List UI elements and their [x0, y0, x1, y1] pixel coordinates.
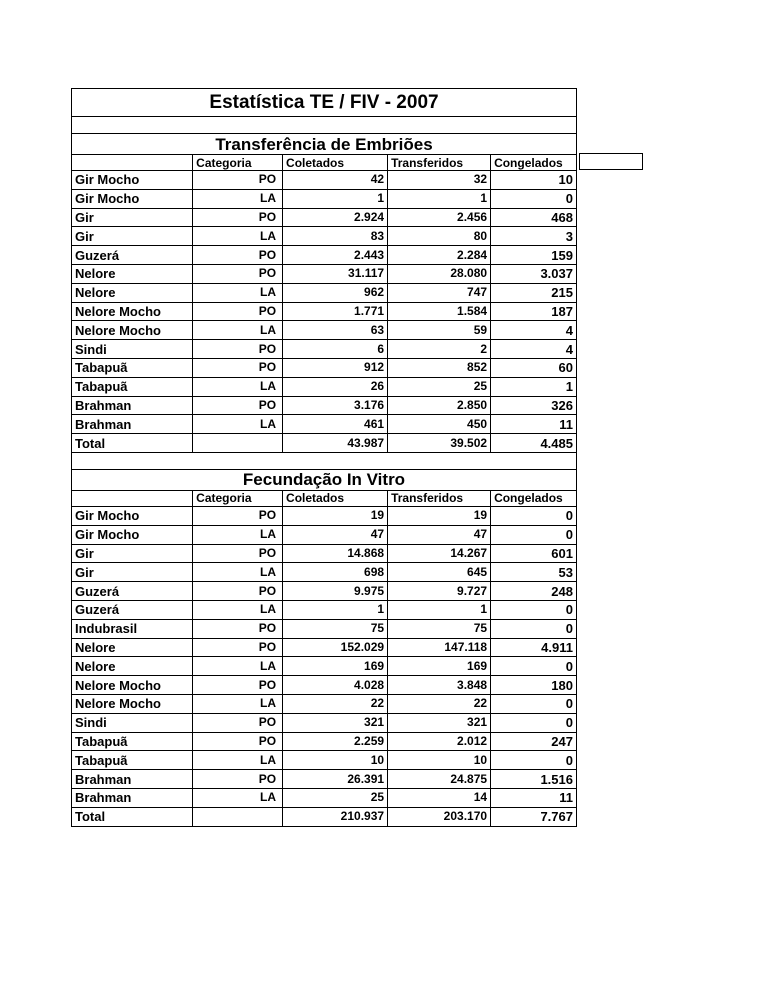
- total-coletados[interactable]: 43.987: [283, 434, 388, 453]
- breed-cell[interactable]: Gir Mocho: [72, 189, 193, 208]
- breed-cell[interactable]: Tabapuã: [72, 751, 193, 770]
- te-section-heading[interactable]: Transferência de Embriões: [72, 134, 577, 155]
- transferidos-cell[interactable]: 2.850: [388, 396, 491, 415]
- congelados-cell[interactable]: 0: [491, 657, 577, 676]
- breed-cell[interactable]: Nelore Mocho: [72, 676, 193, 695]
- breed-cell[interactable]: Brahman: [72, 770, 193, 789]
- table-row: [72, 264, 577, 283]
- breed-cell[interactable]: Tabapuã: [72, 358, 193, 377]
- table-row: [72, 208, 577, 227]
- header-categoria[interactable]: Categoria: [193, 490, 283, 506]
- breed-cell[interactable]: Gir: [72, 227, 193, 246]
- header-coletados[interactable]: Coletados: [283, 155, 388, 171]
- categoria-cell[interactable]: PO: [193, 246, 283, 265]
- congelados-cell[interactable]: 0: [491, 506, 577, 525]
- transferidos-cell[interactable]: 59: [388, 321, 491, 340]
- title-row: [72, 89, 577, 117]
- transferidos-cell[interactable]: 852: [388, 358, 491, 377]
- transferidos-cell[interactable]: 19: [388, 506, 491, 525]
- coletados-cell[interactable]: 4.028: [283, 676, 388, 695]
- congelados-cell[interactable]: 248: [491, 582, 577, 601]
- congelados-cell[interactable]: 0: [491, 525, 577, 544]
- table-row: [72, 246, 577, 265]
- categoria-cell[interactable]: LA: [193, 751, 283, 770]
- categoria-cell[interactable]: LA: [193, 227, 283, 246]
- transferidos-cell[interactable]: 450: [388, 415, 491, 434]
- table-row: [72, 171, 577, 190]
- congelados-cell[interactable]: 4: [491, 340, 577, 359]
- congelados-cell[interactable]: 1.516: [491, 770, 577, 789]
- coletados-cell[interactable]: 26: [283, 377, 388, 396]
- congelados-cell[interactable]: 0: [491, 189, 577, 208]
- categoria-cell[interactable]: PO: [193, 396, 283, 415]
- spreadsheet-sheet: [71, 88, 577, 827]
- transferidos-cell[interactable]: 645: [388, 563, 491, 582]
- congelados-cell[interactable]: 0: [491, 619, 577, 638]
- breed-cell[interactable]: Nelore Mocho: [72, 321, 193, 340]
- categoria-cell[interactable]: PO: [193, 638, 283, 657]
- congelados-cell[interactable]: 247: [491, 732, 577, 751]
- transferidos-cell[interactable]: 2: [388, 340, 491, 359]
- coletados-cell[interactable]: 47: [283, 525, 388, 544]
- coletados-cell[interactable]: 1.771: [283, 302, 388, 321]
- breed-cell[interactable]: Brahman: [72, 396, 193, 415]
- categoria-cell[interactable]: PO: [193, 732, 283, 751]
- total-label[interactable]: Total: [72, 807, 193, 826]
- breed-cell[interactable]: Brahman: [72, 788, 193, 807]
- blank-cell[interactable]: [72, 452, 577, 469]
- transferidos-cell[interactable]: 80: [388, 227, 491, 246]
- breed-cell[interactable]: Nelore: [72, 657, 193, 676]
- transferidos-cell[interactable]: 28.080: [388, 264, 491, 283]
- table-row: [72, 506, 577, 525]
- header-coletados[interactable]: Coletados: [283, 490, 388, 506]
- transferidos-cell[interactable]: 2.012: [388, 732, 491, 751]
- congelados-cell[interactable]: 180: [491, 676, 577, 695]
- categoria-cell[interactable]: LA: [193, 788, 283, 807]
- congelados-cell[interactable]: 4: [491, 321, 577, 340]
- congelados-cell[interactable]: 1: [491, 377, 577, 396]
- coletados-cell[interactable]: 75: [283, 619, 388, 638]
- coletados-cell[interactable]: 6: [283, 340, 388, 359]
- breed-cell[interactable]: Sindi: [72, 713, 193, 732]
- congelados-cell[interactable]: 215: [491, 283, 577, 302]
- congelados-cell[interactable]: 53: [491, 563, 577, 582]
- header-transferidos[interactable]: Transferidos: [388, 490, 491, 506]
- breed-cell[interactable]: Indubrasil: [72, 619, 193, 638]
- total-categoria-cell[interactable]: [193, 807, 283, 826]
- congelados-cell[interactable]: 0: [491, 600, 577, 619]
- fiv-heading-row: [72, 469, 577, 490]
- header-congelados[interactable]: Congelados: [491, 155, 577, 171]
- breed-cell[interactable]: Nelore Mocho: [72, 694, 193, 713]
- categoria-cell[interactable]: LA: [193, 525, 283, 544]
- coletados-cell[interactable]: 31.117: [283, 264, 388, 283]
- table-row: [72, 563, 577, 582]
- total-coletados[interactable]: 210.937: [283, 807, 388, 826]
- transferidos-cell[interactable]: 147.118: [388, 638, 491, 657]
- breed-cell[interactable]: Guzerá: [72, 582, 193, 601]
- transferidos-cell[interactable]: 3.848: [388, 676, 491, 695]
- congelados-cell[interactable]: 10: [491, 171, 577, 190]
- breed-cell[interactable]: Tabapuã: [72, 377, 193, 396]
- coletados-cell[interactable]: 63: [283, 321, 388, 340]
- congelados-cell[interactable]: 0: [491, 713, 577, 732]
- transferidos-cell[interactable]: 22: [388, 694, 491, 713]
- congelados-cell[interactable]: 468: [491, 208, 577, 227]
- transferidos-cell[interactable]: 25: [388, 377, 491, 396]
- coletados-cell[interactable]: 19: [283, 506, 388, 525]
- congelados-cell[interactable]: 0: [491, 694, 577, 713]
- fiv-section-heading[interactable]: Fecundação In Vitro: [72, 469, 577, 490]
- table-row: [72, 600, 577, 619]
- table-row: [72, 358, 577, 377]
- congelados-cell[interactable]: 326: [491, 396, 577, 415]
- coletados-cell[interactable]: 42: [283, 171, 388, 190]
- table-row: [72, 283, 577, 302]
- breed-cell[interactable]: Gir Mocho: [72, 171, 193, 190]
- header-empty-cell[interactable]: [72, 490, 193, 506]
- transferidos-cell[interactable]: 1: [388, 600, 491, 619]
- categoria-cell[interactable]: LA: [193, 415, 283, 434]
- coletados-cell[interactable]: 83: [283, 227, 388, 246]
- fiv-header-row: [72, 490, 577, 506]
- transferidos-cell[interactable]: 47: [388, 525, 491, 544]
- total-transferidos[interactable]: 39.502: [388, 434, 491, 453]
- table-row: [72, 396, 577, 415]
- breed-cell[interactable]: Nelore: [72, 264, 193, 283]
- coletados-cell[interactable]: 9.975: [283, 582, 388, 601]
- categoria-cell[interactable]: LA: [193, 600, 283, 619]
- breed-cell[interactable]: Gir Mocho: [72, 525, 193, 544]
- transferidos-cell[interactable]: 10: [388, 751, 491, 770]
- transferidos-cell[interactable]: 14: [388, 788, 491, 807]
- transferidos-cell[interactable]: 1.584: [388, 302, 491, 321]
- coletados-cell[interactable]: 962: [283, 283, 388, 302]
- coletados-cell[interactable]: 2.259: [283, 732, 388, 751]
- congelados-cell[interactable]: 187: [491, 302, 577, 321]
- categoria-cell[interactable]: PO: [193, 264, 283, 283]
- coletados-cell[interactable]: 912: [283, 358, 388, 377]
- table-row: [72, 713, 577, 732]
- congelados-cell[interactable]: 60: [491, 358, 577, 377]
- header-transferidos[interactable]: Transferidos: [388, 155, 491, 171]
- table-row: [72, 770, 577, 789]
- table-row: [72, 657, 577, 676]
- transferidos-cell[interactable]: 2.284: [388, 246, 491, 265]
- breed-cell[interactable]: Gir: [72, 208, 193, 227]
- table-row: [72, 788, 577, 807]
- categoria-cell[interactable]: PO: [193, 358, 283, 377]
- table-row: [72, 694, 577, 713]
- categoria-cell[interactable]: LA: [193, 694, 283, 713]
- congelados-cell[interactable]: 4.911: [491, 638, 577, 657]
- coletados-cell[interactable]: 14.868: [283, 544, 388, 563]
- table-row: [72, 732, 577, 751]
- transferidos-cell[interactable]: 321: [388, 713, 491, 732]
- blank-row: [72, 452, 577, 469]
- table-row: [72, 415, 577, 434]
- congelados-cell[interactable]: 0: [491, 751, 577, 770]
- breed-cell[interactable]: Guzerá: [72, 600, 193, 619]
- blank-row: [72, 117, 577, 134]
- coletados-cell[interactable]: 169: [283, 657, 388, 676]
- coletados-cell[interactable]: 1: [283, 600, 388, 619]
- coletados-cell[interactable]: 10: [283, 751, 388, 770]
- coletados-cell[interactable]: 152.029: [283, 638, 388, 657]
- congelados-cell[interactable]: 3: [491, 227, 577, 246]
- categoria-cell[interactable]: PO: [193, 713, 283, 732]
- coletados-cell[interactable]: 321: [283, 713, 388, 732]
- te-heading-row: [72, 134, 577, 155]
- transferidos-cell[interactable]: 747: [388, 283, 491, 302]
- coletados-cell[interactable]: 2.443: [283, 246, 388, 265]
- categoria-cell[interactable]: LA: [193, 563, 283, 582]
- table-row: [72, 751, 577, 770]
- blank-cell[interactable]: [72, 117, 577, 134]
- categoria-cell[interactable]: PO: [193, 619, 283, 638]
- transferidos-cell[interactable]: 2.456: [388, 208, 491, 227]
- table-row: [72, 227, 577, 246]
- breed-cell[interactable]: Brahman: [72, 415, 193, 434]
- te-header-row: [72, 155, 577, 171]
- congelados-cell[interactable]: 601: [491, 544, 577, 563]
- transferidos-cell[interactable]: 14.267: [388, 544, 491, 563]
- categoria-cell[interactable]: PO: [193, 340, 283, 359]
- te-total-row: [72, 434, 577, 453]
- table-row: [72, 582, 577, 601]
- breed-cell[interactable]: Gir: [72, 544, 193, 563]
- congelados-cell[interactable]: 11: [491, 788, 577, 807]
- categoria-cell[interactable]: LA: [193, 321, 283, 340]
- table-row: [72, 525, 577, 544]
- table-row: [72, 302, 577, 321]
- categoria-cell[interactable]: PO: [193, 302, 283, 321]
- table-row: [72, 676, 577, 695]
- table-row: [72, 638, 577, 657]
- categoria-cell[interactable]: LA: [193, 189, 283, 208]
- transferidos-cell[interactable]: 1: [388, 189, 491, 208]
- table-row: [72, 377, 577, 396]
- header-categoria[interactable]: Categoria: [193, 155, 283, 171]
- table-row: [72, 340, 577, 359]
- transferidos-cell[interactable]: 75: [388, 619, 491, 638]
- coletados-cell[interactable]: 3.176: [283, 396, 388, 415]
- categoria-cell[interactable]: LA: [193, 657, 283, 676]
- categoria-cell[interactable]: LA: [193, 283, 283, 302]
- transferidos-cell[interactable]: 24.875: [388, 770, 491, 789]
- congelados-cell[interactable]: 159: [491, 246, 577, 265]
- header-empty-cell[interactable]: [72, 155, 193, 171]
- table-row: [72, 189, 577, 208]
- total-congelados[interactable]: 4.485: [491, 434, 577, 453]
- congelados-cell[interactable]: 11: [491, 415, 577, 434]
- total-label[interactable]: Total: [72, 434, 193, 453]
- coletados-cell[interactable]: 25: [283, 788, 388, 807]
- breed-cell[interactable]: Nelore: [72, 283, 193, 302]
- table-row: [72, 544, 577, 563]
- transferidos-cell[interactable]: 32: [388, 171, 491, 190]
- breed-cell[interactable]: Gir: [72, 563, 193, 582]
- coletados-cell[interactable]: 26.391: [283, 770, 388, 789]
- categoria-cell[interactable]: LA: [193, 377, 283, 396]
- coletados-cell[interactable]: 2.924: [283, 208, 388, 227]
- total-categoria-cell[interactable]: [193, 434, 283, 453]
- categoria-cell[interactable]: PO: [193, 208, 283, 227]
- congelados-cell[interactable]: 3.037: [491, 264, 577, 283]
- breed-cell[interactable]: Nelore: [72, 638, 193, 657]
- categoria-cell[interactable]: PO: [193, 544, 283, 563]
- coletados-cell[interactable]: 461: [283, 415, 388, 434]
- total-transferidos[interactable]: 203.170: [388, 807, 491, 826]
- coletados-cell[interactable]: 1: [283, 189, 388, 208]
- breed-cell[interactable]: Sindi: [72, 340, 193, 359]
- categoria-cell[interactable]: PO: [193, 171, 283, 190]
- categoria-cell[interactable]: PO: [193, 506, 283, 525]
- categoria-cell[interactable]: PO: [193, 582, 283, 601]
- transferidos-cell[interactable]: 9.727: [388, 582, 491, 601]
- categoria-cell[interactable]: PO: [193, 770, 283, 789]
- header-congelados[interactable]: Congelados: [491, 490, 577, 506]
- page-title[interactable]: Estatística TE / FIV - 2007: [72, 89, 577, 117]
- coletados-cell[interactable]: 22: [283, 694, 388, 713]
- breed-cell[interactable]: Guzerá: [72, 246, 193, 265]
- breed-cell[interactable]: Tabapuã: [72, 732, 193, 751]
- total-congelados[interactable]: 7.767: [491, 807, 577, 826]
- table-row: [72, 321, 577, 340]
- breed-cell[interactable]: Nelore Mocho: [72, 302, 193, 321]
- empty-cell-outside-table[interactable]: [579, 153, 643, 170]
- coletados-cell[interactable]: 698: [283, 563, 388, 582]
- table-row: [72, 619, 577, 638]
- fiv-total-row: [72, 807, 577, 826]
- statistics-table: [71, 88, 577, 827]
- breed-cell[interactable]: Gir Mocho: [72, 506, 193, 525]
- categoria-cell[interactable]: PO: [193, 676, 283, 695]
- transferidos-cell[interactable]: 169: [388, 657, 491, 676]
